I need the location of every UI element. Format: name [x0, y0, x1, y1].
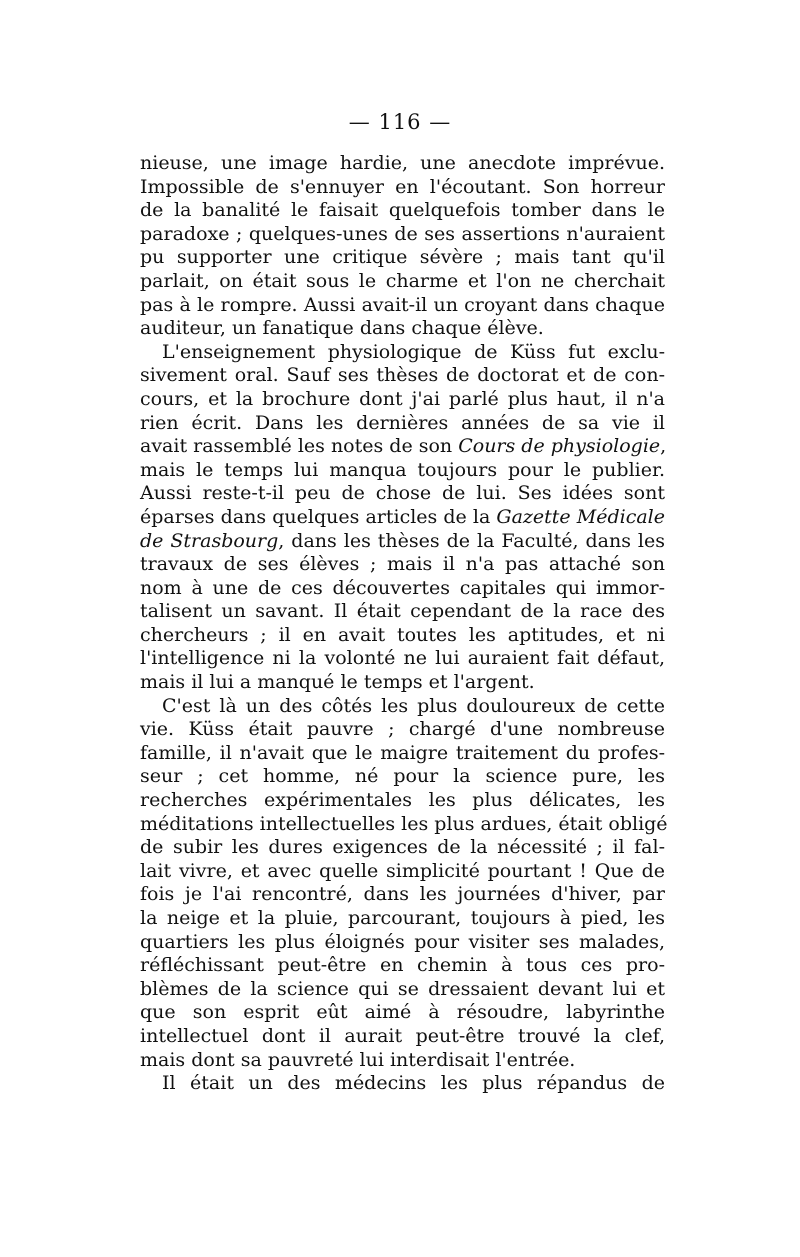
text-line [140, 199, 665, 223]
text-segment: blèmes de la science qui se dressaient devant lui et [140, 977, 665, 1000]
text-segment: chercheurs ; il en avait toutes les aptitudes, et ni [140, 623, 665, 646]
text-line [140, 577, 665, 601]
text-line [140, 1025, 665, 1049]
italic-title: de Strasbourg [140, 529, 279, 552]
text-line [140, 223, 665, 247]
text-segment: méditations intellectuelles les plus ardues, était obligé [140, 812, 668, 835]
page-number: — 116 — [348, 110, 452, 134]
text-line [140, 789, 665, 813]
text-line [140, 883, 665, 907]
text-segment: réfléchissant peut-être en chemin à tous ces pro- [140, 954, 665, 977]
text-segment: cours, et la brochure dont j'ai parlé plus haut, il n'a [140, 387, 665, 410]
text-line [140, 152, 665, 176]
text-line [140, 907, 665, 931]
text-line [140, 1072, 665, 1096]
text-line [140, 812, 668, 837]
text-segment: famille, il n'avait que le maigre traitement du profes- [140, 741, 665, 764]
text-segment: , dans les thèses de la Faculté, dans les [278, 529, 665, 552]
text-segment: Aussi reste-t-il peu de chose de lui. Ses idées sont [140, 482, 665, 505]
text-segment: pas à le rompre. Aussi avait-il un croyant dans chaque [140, 293, 665, 316]
text-line [140, 1001, 665, 1025]
text-segment: C'est là un des côtés les plus douloureux de cette [162, 694, 665, 717]
text-line [140, 459, 665, 483]
text-line [140, 317, 665, 341]
text-segment: nieuse, une image hardie, une anecdote imprévue. [140, 152, 665, 174]
text-segment: vie. Küss était pauvre ; chargé d'une nombreuse [140, 718, 665, 741]
text-line [140, 718, 665, 742]
text-segment: travaux de ses élèves ; mais il n'a pas attaché son [140, 553, 665, 576]
text-segment: auditeur, un fanatique dans chaque élève. [140, 317, 544, 340]
text-segment: , [660, 435, 667, 458]
text-segment: éparses dans quelques articles de la [140, 505, 497, 528]
text-line [140, 671, 665, 695]
text-line [140, 860, 665, 884]
text-segment: mais il lui a manqué le temps et l'argent. [140, 671, 535, 694]
text-line [140, 364, 665, 388]
text-line [140, 600, 665, 624]
text-segment: sivement oral. Sauf ses thèses de doctorat et de con- [140, 364, 665, 387]
text-segment: Il était un des médecins les plus répandus de [162, 1072, 665, 1095]
text-line [140, 482, 665, 506]
text-line [140, 270, 665, 294]
text-line [140, 435, 665, 459]
text-line [140, 765, 665, 789]
text-line [140, 624, 665, 648]
text-line [140, 836, 665, 860]
text-line [140, 931, 665, 955]
text-line [140, 1049, 665, 1073]
text-line [140, 412, 665, 436]
text-line [140, 294, 665, 318]
text-line [140, 553, 665, 577]
text-segment: recherches expérimentales les plus délicates, les [140, 789, 665, 812]
text-segment: parlait, on était sous le charme et l'on ne cherchait [140, 269, 665, 292]
text-segment: paradoxe ; quelques-unes de ses assertions n'auraient [140, 222, 665, 245]
text-segment: que son esprit eût aimé à résoudre, labyrinthe [140, 1001, 665, 1024]
text-segment: l'intelligence ni la volonté ne lui auraient fait défaut, [140, 647, 665, 670]
text-segment: quartiers les plus éloignés pour visiter ses malades, [140, 930, 665, 953]
text-line [140, 742, 665, 766]
text-line [140, 341, 665, 365]
text-segment: Impossible de s'ennuyer en l'écoutant. Son horreur [140, 175, 665, 198]
text-segment: pu supporter une critique sévère ; mais tant qu'il [140, 246, 665, 269]
text-line [140, 954, 665, 978]
text-segment: intellectuel dont il aurait peut-être trouvé la clef, [140, 1024, 665, 1047]
italic-title: Cours de physiologie [458, 435, 661, 458]
text-line [140, 246, 665, 270]
text-line [140, 506, 665, 530]
text-segment: mais dont sa pauvreté lui interdisait l'entrée. [140, 1048, 576, 1071]
text-segment: de subir les dures exigences de la nécessité ; il fal- [140, 836, 665, 859]
italic-title: Gazette Médicale [496, 505, 665, 528]
text-segment: nom à une de ces découvertes capitales qui immor- [140, 576, 665, 599]
text-segment: de la banalité le faisait quelquefois tomber dans le [140, 199, 665, 222]
text-segment: lait vivre, et avec quelle simplicité pourtant ! Que de [140, 859, 665, 882]
text-line [140, 978, 665, 1002]
text-segment: mais le temps lui manqua toujours pour le publier. [140, 458, 665, 481]
text-segment: la neige et la pluie, parcourant, toujours à pied, les [140, 907, 665, 929]
body-text [140, 152, 668, 1096]
text-segment: avait rassemblé les notes de son [140, 435, 459, 458]
text-segment: rien écrit. Dans les dernières années de sa vie il [140, 411, 665, 434]
text-line [140, 388, 665, 412]
text-line [140, 695, 665, 719]
text-line [140, 176, 665, 200]
text-segment: L'enseignement physiologique de Küss fut exclu- [162, 340, 665, 363]
text-segment: fois je l'ai rencontré, dans les journées d'hiver, par [140, 883, 665, 906]
text-segment: talisent un savant. Il était cependant de la race des [140, 600, 665, 623]
text-line [140, 647, 665, 671]
text-segment: seur ; cet homme, né pour la science pure, les [140, 765, 665, 788]
text-line [140, 530, 665, 554]
